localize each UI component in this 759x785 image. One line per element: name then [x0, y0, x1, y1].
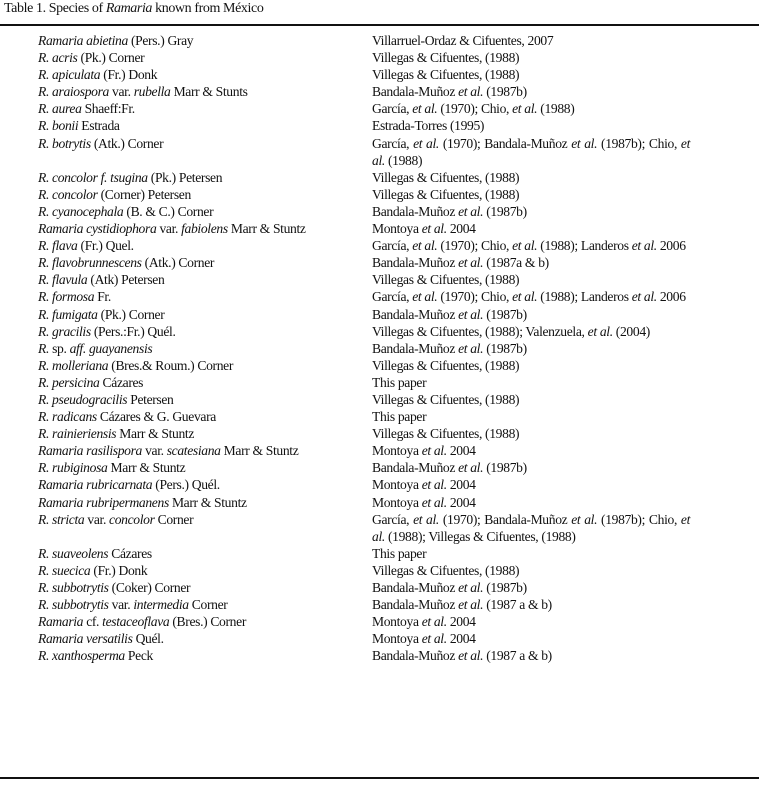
- text: (1970); Chio,: [437, 289, 513, 305]
- table-row: [38, 306, 718, 323]
- text: Villegas & Cifuentes, (1988): [372, 426, 520, 442]
- reference-cell: [372, 476, 690, 493]
- italic-text: R. botrytis: [38, 135, 91, 151]
- italic-text: R. araiospora: [38, 84, 109, 100]
- text: Peck: [124, 648, 153, 664]
- species-cell: [38, 562, 356, 579]
- italic-text: R. subbotrytis: [38, 597, 109, 613]
- italic-text: Ramaria abietina: [38, 33, 128, 48]
- text: (1987b): [483, 580, 527, 595]
- text: Table 1. Species of: [4, 1, 106, 16]
- species-cell: [38, 340, 356, 357]
- italic-text: Ramaria: [105, 1, 153, 16]
- text: Bandala-Muñoz: [372, 84, 459, 100]
- species-cell: [38, 476, 356, 493]
- text: Cázares: [99, 374, 144, 390]
- text: Montoya: [372, 614, 422, 630]
- text: García,: [372, 135, 414, 151]
- italic-text: R. radicans: [38, 409, 97, 425]
- text: 2004: [446, 614, 476, 630]
- species-cell: [38, 288, 356, 305]
- reference-cell: [372, 340, 690, 357]
- italic-text: R. apiculata: [38, 67, 101, 83]
- table-row: [38, 100, 718, 117]
- italic-text: et al.: [372, 511, 691, 544]
- text: (Pers.) Gray: [127, 33, 194, 48]
- text: Montoya: [372, 443, 422, 459]
- italic-text: et al.: [512, 289, 538, 305]
- text: (Pk.) Petersen: [147, 169, 223, 185]
- italic-text: R.: [38, 340, 50, 356]
- italic-text: R. gracilis: [38, 323, 91, 339]
- species-cell: [38, 323, 356, 340]
- text: (1987b): [483, 460, 527, 476]
- table-row: [38, 186, 718, 203]
- text: var.: [108, 597, 134, 613]
- species-cell: [38, 596, 356, 613]
- text: (Pers.:Fr.) Quél.: [90, 323, 176, 339]
- species-cell: [38, 117, 356, 134]
- text: (Corner) Petersen: [97, 186, 191, 202]
- text: (1970); Chio,: [437, 101, 513, 117]
- text: Marr & Stuntz: [116, 426, 195, 442]
- reference-cell: [372, 579, 690, 596]
- reference-cell: [372, 391, 690, 408]
- reference-cell: [372, 254, 690, 271]
- table-caption: [4, 1, 263, 17]
- table-row: [38, 49, 718, 66]
- text: Corner: [154, 511, 194, 527]
- species-cell: [38, 254, 356, 271]
- text: Villegas & Cifuentes, (1988): [372, 50, 520, 66]
- italic-text: et al.: [421, 614, 447, 630]
- table-row: [38, 391, 718, 408]
- italic-text: R. suaveolens: [38, 545, 109, 561]
- species-cell: [38, 135, 356, 169]
- species-cell: [38, 220, 356, 237]
- text: This paper: [372, 374, 427, 390]
- text: Bandala-Muñoz: [372, 255, 459, 271]
- table-row: [38, 408, 718, 425]
- text: (1988); Landeros: [537, 238, 632, 254]
- italic-text: testaceoflava: [102, 614, 170, 630]
- italic-text: R. concolor f. tsugina: [38, 169, 148, 185]
- italic-text: et al.: [413, 135, 439, 151]
- italic-text: et al.: [413, 511, 439, 527]
- text: Bandala-Muñoz: [372, 340, 459, 356]
- italic-text: R. suecica: [38, 562, 91, 578]
- text: (Bres.) Corner: [169, 614, 246, 630]
- table-row: [38, 613, 718, 630]
- italic-text: et al.: [412, 238, 438, 254]
- italic-text: R. cyanocephala: [38, 203, 124, 219]
- text: Villegas & Cifuentes, (1988): [372, 169, 520, 185]
- italic-text: rubella: [133, 84, 171, 100]
- reference-cell: [372, 459, 690, 476]
- text: 2004: [446, 443, 476, 459]
- text: Villegas & Cifuentes, (1988); Valenzuela,: [372, 323, 588, 339]
- reference-cell: [372, 613, 690, 630]
- reference-cell: [372, 203, 690, 220]
- text: (1988); Villegas & Cifuentes, (1988): [384, 528, 576, 544]
- text: Bandala-Muñoz: [372, 597, 459, 613]
- species-cell: [38, 391, 356, 408]
- species-cell: [38, 66, 356, 83]
- reference-cell: [372, 323, 690, 340]
- italic-text: concolor: [109, 511, 155, 527]
- species-cell: [38, 32, 356, 49]
- text: Villegas & Cifuentes, (1988): [372, 562, 520, 578]
- table-row: [38, 596, 718, 613]
- italic-text: R. molleriana: [38, 357, 109, 373]
- table-row: [38, 237, 718, 254]
- reference-cell: [372, 630, 690, 647]
- text: 2004: [446, 221, 476, 237]
- italic-text: et al.: [421, 631, 447, 647]
- text: (1987 a & b): [483, 597, 552, 613]
- table-row: [38, 83, 718, 100]
- italic-text: et al.: [421, 477, 447, 493]
- text: García,: [372, 289, 413, 305]
- text: Bandala-Muñoz: [372, 580, 459, 595]
- text: 2004: [446, 494, 476, 510]
- text: (Pk.) Corner: [77, 50, 145, 66]
- italic-text: Ramaria rubricarnata: [38, 477, 153, 493]
- italic-text: et al.: [571, 511, 598, 527]
- table-row: [38, 425, 718, 442]
- reference-cell: [372, 237, 690, 254]
- text: (Fr.) Donk: [90, 562, 148, 578]
- text: Marr & Stuntz: [227, 221, 306, 237]
- species-cell: [38, 83, 356, 100]
- reference-cell: [372, 425, 690, 442]
- table-row: [38, 476, 718, 493]
- table-row: [38, 323, 718, 340]
- species-cell: [38, 494, 356, 511]
- italic-text: et al.: [587, 323, 613, 339]
- italic-text: R. acris: [38, 50, 78, 66]
- text: (2004): [612, 323, 650, 339]
- italic-text: et al.: [631, 289, 657, 305]
- table-row: [38, 254, 718, 271]
- species-table: [38, 32, 718, 664]
- text: (B. & C.) Corner: [123, 203, 214, 219]
- italic-text: R. xanthosperma: [38, 648, 125, 664]
- italic-text: R. concolor: [38, 186, 98, 202]
- reference-cell: [372, 596, 690, 613]
- reference-cell: [372, 100, 690, 117]
- reference-cell: [372, 117, 690, 134]
- reference-cell: [372, 66, 690, 83]
- species-cell: [38, 647, 356, 664]
- reference-cell: [372, 494, 690, 511]
- text: (1970); Bandala-Muñoz: [438, 135, 572, 151]
- text: (Fr.) Quel.: [77, 238, 134, 254]
- table-row: [38, 374, 718, 391]
- text: (1987a & b): [483, 255, 549, 271]
- text: known from México: [152, 1, 264, 16]
- table-row: [38, 494, 718, 511]
- text: (1988): [537, 101, 575, 117]
- reference-cell: [372, 374, 690, 391]
- text: Villegas & Cifuentes, (1988): [372, 357, 520, 373]
- reference-cell: [372, 357, 690, 374]
- text: Cázares & G. Guevara: [96, 409, 216, 425]
- italic-text: et al.: [372, 135, 691, 168]
- italic-text: et al.: [512, 101, 538, 117]
- species-cell: [38, 271, 356, 288]
- italic-text: et al.: [412, 289, 438, 305]
- reference-cell: [372, 32, 690, 49]
- text: Villegas & Cifuentes, (1988): [372, 67, 520, 83]
- reference-cell: [372, 288, 690, 305]
- italic-text: et al.: [458, 255, 484, 271]
- italic-text: et al.: [458, 84, 484, 100]
- text: Corner: [188, 597, 228, 613]
- text: (1970); Chio,: [437, 238, 513, 254]
- reference-cell: [372, 271, 690, 288]
- italic-text: R. flavobrunnescens: [38, 255, 142, 271]
- reference-cell: [372, 442, 690, 459]
- reference-cell: [372, 647, 690, 664]
- table-row: [38, 66, 718, 83]
- reference-cell: [372, 562, 690, 579]
- text: Villegas & Cifuentes, (1988): [372, 272, 520, 288]
- text: Marr & Stuntz: [107, 460, 186, 476]
- table-row: [38, 562, 718, 579]
- text: (Pers.) Quél.: [152, 477, 220, 493]
- italic-text: R. rainieriensis: [38, 426, 117, 442]
- table-row: [38, 357, 718, 374]
- table-row: [38, 203, 718, 220]
- text: García,: [372, 511, 414, 527]
- text: Shaeff:Fr.: [81, 101, 135, 117]
- reference-cell: [372, 408, 690, 425]
- italic-text: Ramaria rasilispora: [38, 443, 143, 459]
- italic-text: R. formosa: [38, 289, 95, 305]
- text: (1987b): [483, 340, 527, 356]
- reference-cell: [372, 545, 690, 562]
- text: Bandala-Muñoz: [372, 203, 459, 219]
- italic-text: Ramaria cystidiophora: [38, 221, 157, 237]
- text: (Atk) Petersen: [87, 272, 165, 288]
- italic-text: R. flava: [38, 238, 78, 254]
- text: (1970); Bandala-Muñoz: [438, 511, 572, 527]
- text: This paper: [372, 545, 427, 561]
- italic-text: R. aurea: [38, 101, 82, 117]
- table-row: [38, 545, 718, 562]
- species-cell: [38, 408, 356, 425]
- text: (1988); Landeros: [537, 289, 632, 305]
- italic-text: R. subbotrytis: [38, 580, 109, 595]
- italic-text: R. flavula: [38, 272, 88, 288]
- text: (1987b): [483, 203, 527, 219]
- italic-text: R. rubiginosa: [38, 460, 108, 476]
- italic-text: et al.: [458, 648, 484, 664]
- italic-text: R. persicina: [38, 374, 100, 390]
- text: Estrada: [78, 118, 120, 134]
- text: (1988): [384, 152, 423, 168]
- italic-text: et al.: [458, 460, 484, 476]
- species-cell: [38, 169, 356, 186]
- table-row: [38, 135, 718, 169]
- italic-text: et al.: [631, 238, 657, 254]
- species-cell: [38, 306, 356, 323]
- text: Bandala-Muñoz: [372, 648, 459, 664]
- text: This paper: [372, 409, 427, 425]
- table-row: [38, 32, 718, 49]
- text: Marr & Stuntz: [168, 494, 247, 510]
- text: Bandala-Muñoz: [372, 306, 459, 322]
- text: Estrada-Torres (1995): [372, 118, 485, 134]
- text: 2004: [446, 631, 476, 647]
- text: cf.: [83, 614, 103, 630]
- table-row: [38, 442, 718, 459]
- italic-text: et al.: [421, 443, 447, 459]
- text: (1987b): [483, 84, 527, 100]
- species-cell: [38, 613, 356, 630]
- text: (Pk.) Corner: [97, 306, 165, 322]
- text: Petersen: [127, 391, 174, 407]
- species-cell: [38, 374, 356, 391]
- species-cell: [38, 511, 356, 545]
- italic-text: scatesiana: [166, 443, 221, 459]
- species-cell: [38, 186, 356, 203]
- italic-text: et al.: [458, 203, 484, 219]
- text: sp.: [49, 340, 70, 356]
- table-row: [38, 647, 718, 664]
- text: var.: [156, 221, 182, 237]
- species-cell: [38, 49, 356, 66]
- italic-text: Ramaria rubripermanens: [38, 494, 169, 510]
- italic-text: R. pseudogracilis: [38, 391, 128, 407]
- text: (Bres.& Roum.) Corner: [108, 357, 234, 373]
- text: 2006: [656, 238, 686, 254]
- text: Fr.: [94, 289, 111, 305]
- text: (1987b); Chio,: [597, 511, 681, 527]
- text: (Fr.) Donk: [100, 67, 158, 83]
- text: var.: [142, 443, 167, 459]
- species-cell: [38, 357, 356, 374]
- text: Marr & Stuntz: [220, 443, 299, 459]
- species-cell: [38, 203, 356, 220]
- reference-cell: [372, 511, 690, 545]
- italic-text: R. fumigata: [38, 306, 98, 322]
- italic-text: et al.: [421, 221, 447, 237]
- italic-text: et al.: [458, 597, 484, 613]
- text: Cázares: [108, 545, 152, 561]
- reference-cell: [372, 220, 690, 237]
- text: Villegas & Cifuentes, (1988): [372, 186, 520, 202]
- italic-text: et al.: [412, 101, 438, 117]
- table-row: [38, 288, 718, 305]
- table-row: [38, 630, 718, 647]
- text: Montoya: [372, 221, 422, 237]
- text: Montoya: [372, 631, 422, 647]
- bottom-rule: [0, 777, 759, 779]
- table-row: [38, 117, 718, 134]
- italic-text: R. bonii: [38, 118, 79, 134]
- table-row: [38, 511, 718, 545]
- italic-text: et al.: [458, 340, 484, 356]
- italic-text: et al.: [421, 494, 447, 510]
- reference-cell: [372, 306, 690, 323]
- text: Montoya: [372, 477, 422, 493]
- italic-text: et al.: [458, 580, 484, 595]
- species-cell: [38, 459, 356, 476]
- italic-text: et al.: [458, 306, 484, 322]
- italic-text: et al.: [512, 238, 538, 254]
- table-row: [38, 579, 718, 596]
- species-cell: [38, 237, 356, 254]
- text: (1987b); Chio,: [597, 135, 681, 151]
- italic-text: intermedia: [133, 597, 189, 613]
- species-cell: [38, 100, 356, 117]
- italic-text: R. stricta: [38, 511, 85, 527]
- reference-cell: [372, 186, 690, 203]
- text: (Atk.) Corner: [90, 135, 164, 151]
- text: (1987b): [483, 306, 527, 322]
- table-row: [38, 340, 718, 357]
- table-row: [38, 271, 718, 288]
- italic-text: fabiolens: [181, 221, 228, 237]
- text: García,: [372, 238, 413, 254]
- species-cell: [38, 545, 356, 562]
- reference-cell: [372, 49, 690, 66]
- italic-text: Ramaria: [38, 614, 84, 630]
- text: Villegas & Cifuentes, (1988): [372, 391, 520, 407]
- text: (Coker) Corner: [108, 580, 191, 595]
- top-rule: [0, 24, 759, 26]
- text: Montoya: [372, 494, 422, 510]
- text: 2006: [656, 289, 686, 305]
- text: García,: [372, 101, 413, 117]
- species-cell: [38, 630, 356, 647]
- text: 2004: [446, 477, 476, 493]
- text: var.: [84, 511, 110, 527]
- text: var.: [108, 84, 134, 100]
- text: (Atk.) Corner: [141, 255, 215, 271]
- italic-text: Ramaria versatilis: [38, 631, 133, 647]
- table-row: [38, 459, 718, 476]
- reference-cell: [372, 135, 690, 169]
- text: Bandala-Muñoz: [372, 460, 459, 476]
- species-cell: [38, 442, 356, 459]
- reference-cell: [372, 83, 690, 100]
- text: Marr & Stunts: [170, 84, 248, 100]
- italic-text: aff. guayanensis: [69, 340, 153, 356]
- text: (1987 a & b): [483, 648, 552, 664]
- text: Villarruel-Ordaz & Cifuentes, 2007: [372, 33, 554, 48]
- italic-text: et al.: [571, 135, 598, 151]
- table-row: [38, 220, 718, 237]
- table-row: [38, 169, 718, 186]
- species-cell: [38, 425, 356, 442]
- reference-cell: [372, 169, 690, 186]
- species-cell: [38, 579, 356, 596]
- text: Quél.: [132, 631, 164, 647]
